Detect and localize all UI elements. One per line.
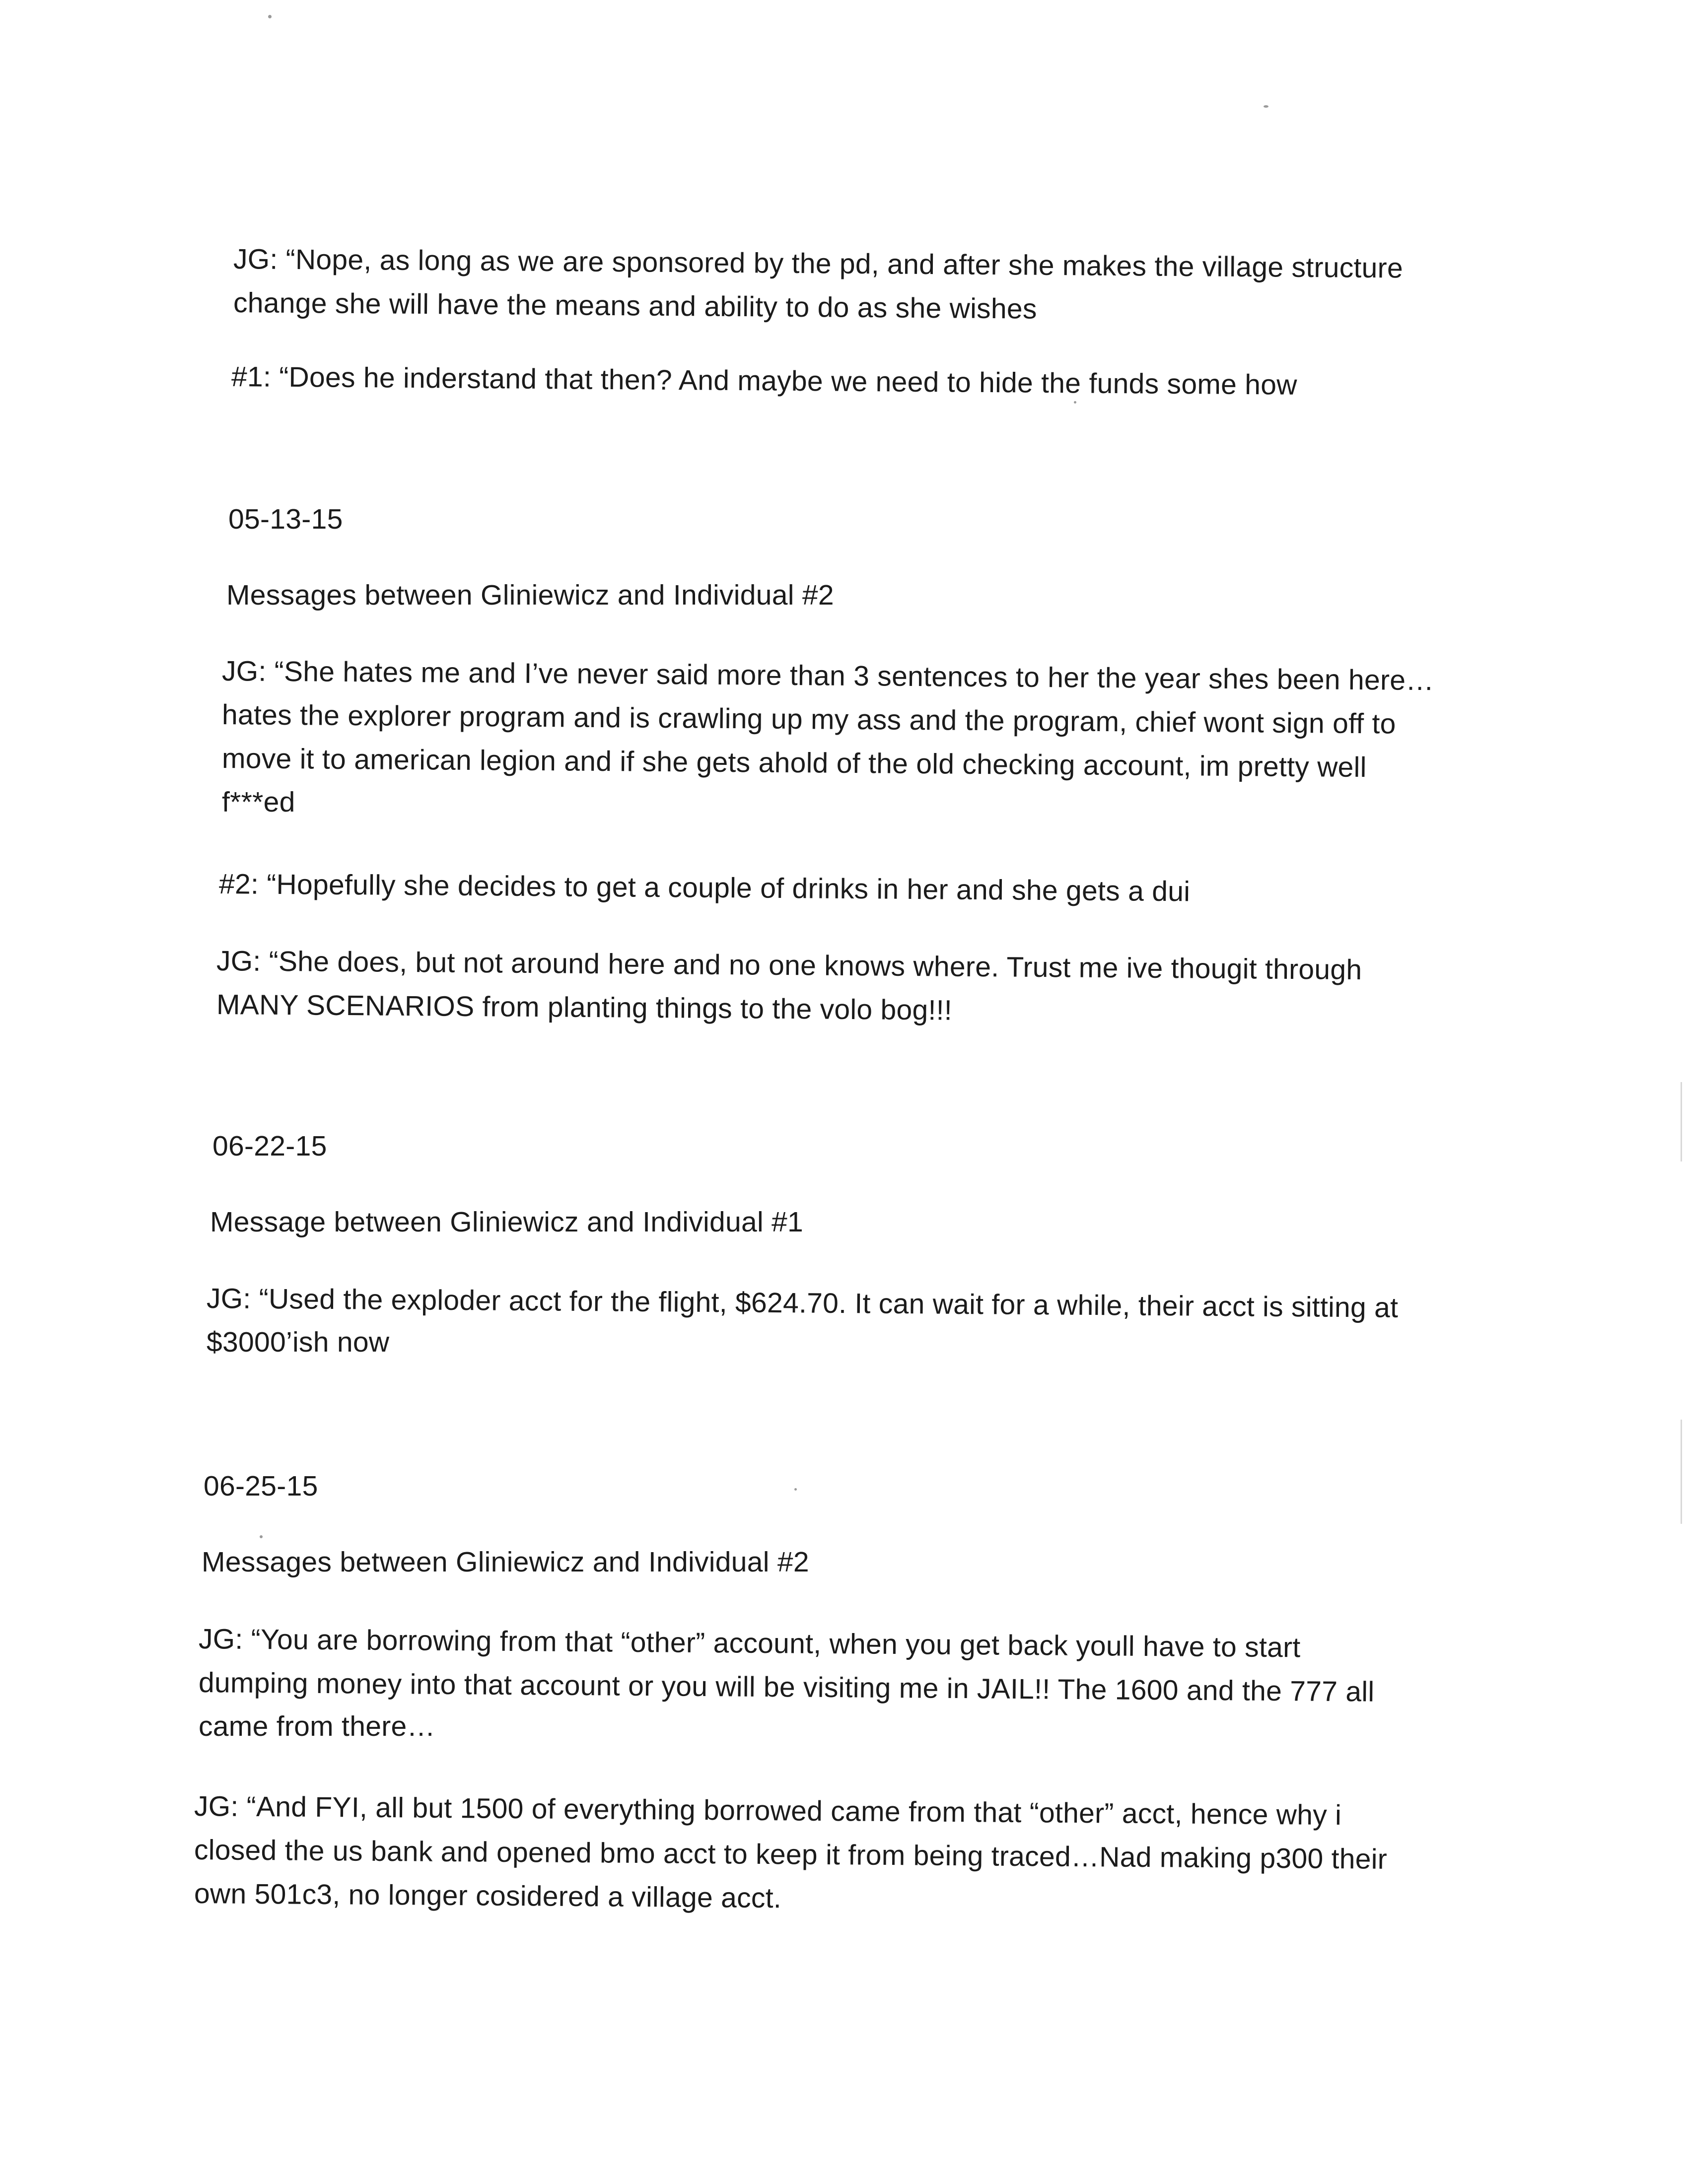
date-heading bbox=[212, 1124, 327, 1168]
date-heading bbox=[228, 497, 343, 541]
scan-edge-mark bbox=[1681, 1082, 1682, 1161]
text-line: Messages between Gliniewicz and Individual #2 bbox=[226, 579, 834, 611]
section-heading bbox=[210, 1200, 803, 1244]
message-2-dui bbox=[219, 862, 1190, 906]
date-heading bbox=[204, 1464, 318, 1508]
text-line: came from there… bbox=[199, 1710, 435, 1742]
text-line: JG: “You are borrowing from that “other” account, when you get back youll have to start bbox=[198, 1623, 1301, 1664]
text-line: MANY SCENARIOS from planting things to the volo bog!!! bbox=[216, 989, 953, 1026]
text-line: move it to american legion and if she gets ahold of the old checking account, im pretty well bbox=[221, 743, 1367, 784]
scan-speck bbox=[260, 1535, 263, 1538]
text-line: $3000’ish now bbox=[207, 1326, 390, 1358]
message-jg-scenarios bbox=[216, 939, 1362, 1026]
scan-speck bbox=[268, 15, 272, 18]
text-line: 06-25-15 bbox=[204, 1470, 318, 1502]
message-jg-hates-me bbox=[222, 649, 1434, 824]
message-1-hide-funds bbox=[231, 355, 1297, 399]
message-jg-exploder-acct bbox=[207, 1277, 1398, 1364]
text-line: hates the explorer program and is crawling up my ass and the program, chief wont sign off to bbox=[221, 699, 1396, 740]
text-line: change she will have the means and ability to do as she wishes bbox=[233, 287, 1037, 325]
text-line: dumping money into that account or you will be visiting me in JAIL!! The 1600 and the 777 all bbox=[198, 1667, 1375, 1708]
text-line: JG: “She hates me and I’ve never said more than 3 sentences to her the year shes been here… bbox=[221, 655, 1434, 697]
text-line: own 501c3, no longer cosidered a village acct. bbox=[194, 1878, 782, 1914]
text-line: JG: “She does, but not around here and no one knows where. Trust me ive thougit through bbox=[216, 945, 1362, 986]
section-heading bbox=[226, 573, 834, 617]
text-line: JG: “And FYI, all but 1500 of everything borrowed came from that “other” acct, hence why i bbox=[194, 1790, 1342, 1832]
text-line: 05-13-15 bbox=[228, 503, 343, 535]
message-jg-other-account bbox=[199, 1617, 1374, 1748]
text-line: 06-22-15 bbox=[212, 1130, 327, 1162]
text-line: JG: “Used the exploder acct for the flight, $624.70. It can wait for a while, their acct is sitting at bbox=[206, 1283, 1399, 1324]
text-line: #2: “Hopefully she decides to get a couple of drinks in her and she gets a dui bbox=[218, 868, 1191, 908]
text-line: f***ed bbox=[222, 786, 295, 818]
text-line: closed the us bank and opened bmo acct to keep it from being traced…Nad making p300 their bbox=[194, 1834, 1388, 1875]
text-line: JG: “Nope, as long as we are sponsored by the pd, and after she makes the village structure bbox=[233, 243, 1404, 284]
message-jg-village-structure bbox=[233, 237, 1403, 325]
scan-speck bbox=[794, 1488, 797, 1491]
text-line: Messages between Gliniewicz and Individual #2 bbox=[202, 1546, 809, 1578]
scan-speck bbox=[1264, 105, 1268, 108]
section-heading bbox=[202, 1540, 809, 1584]
text-line: Message between Gliniewicz and Individual #1 bbox=[210, 1206, 804, 1238]
text-line: #1: “Does he inderstand that then? And maybe we need to hide the funds some how bbox=[231, 361, 1297, 401]
scan-edge-mark bbox=[1681, 1420, 1682, 1524]
message-jg-fyi-bmo-acct bbox=[194, 1784, 1387, 1915]
